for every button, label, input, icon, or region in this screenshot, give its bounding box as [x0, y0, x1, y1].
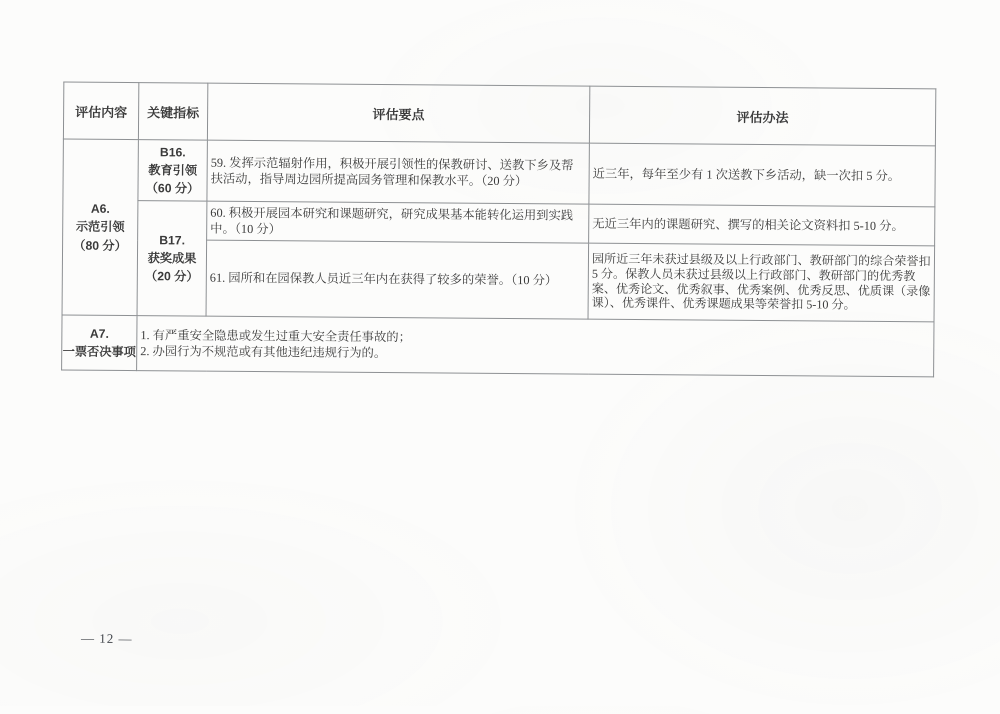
cell-method-61: 园所近三年未获过县级及以上行政部门、教研部门的综合荣誉扣 5 分。保教人员未获过县级以上行政部门、教研部门的优秀教案、优秀论文、优秀叙事、优秀案例、优秀反思、优质课（录像课）、优秀课件、优秀课题成果等荣誉扣 5-10 分。: [588, 243, 935, 322]
cell-point-61: 61. 园所和在园保教人员近三年内在获得了较多的荣誉。（10 分）: [206, 240, 589, 319]
cell-point-59: 59. 发挥示范辐射作用，积极开展引领性的保教研讨、送教下乡及帮扶活动，指导周边园所提高园务管理和保教水平。（20 分）: [207, 140, 589, 204]
cell-b16-indicator: B16. 教育引领 （60 分）: [138, 140, 207, 202]
table-row-60: [63, 200, 935, 246]
cell-method-59: 近三年，每年至少有 1 次送教下乡活动，缺一次扣 5 分。: [589, 143, 935, 207]
page-number: — 12 —: [80, 630, 133, 647]
cell-b17-indicator: B17. 获奖成果 （20 分）: [137, 201, 207, 317]
cell-a7-items: 1. 有严重安全隐患或发生过重大安全责任事故的； 2. 办园行为不规范或有其他违纪违规行为的。: [137, 316, 934, 377]
header-col-indicator: 关键指标: [138, 83, 207, 141]
table-row-a7: [62, 315, 934, 377]
table-header-row: [63, 82, 935, 146]
header-col-methods: 评估办法: [589, 86, 935, 146]
cell-a7-content: A7. 一票否决事项: [62, 315, 137, 371]
table-row-59: [63, 139, 935, 207]
cell-method-60: 无近三年内的课题研究、撰写的相关论文资料扣 5-10 分。: [589, 204, 935, 246]
header-col-content: 评估内容: [63, 82, 138, 140]
evaluation-table: [61, 82, 936, 378]
header-col-points: 评估要点: [207, 83, 589, 143]
cell-point-60: 60. 积极开展园本研究和课题研究，研究成果基本能转化运用到实践中。（10 分）: [207, 201, 589, 243]
cell-a6-content: A6. 示范引领 （80 分）: [62, 139, 138, 316]
